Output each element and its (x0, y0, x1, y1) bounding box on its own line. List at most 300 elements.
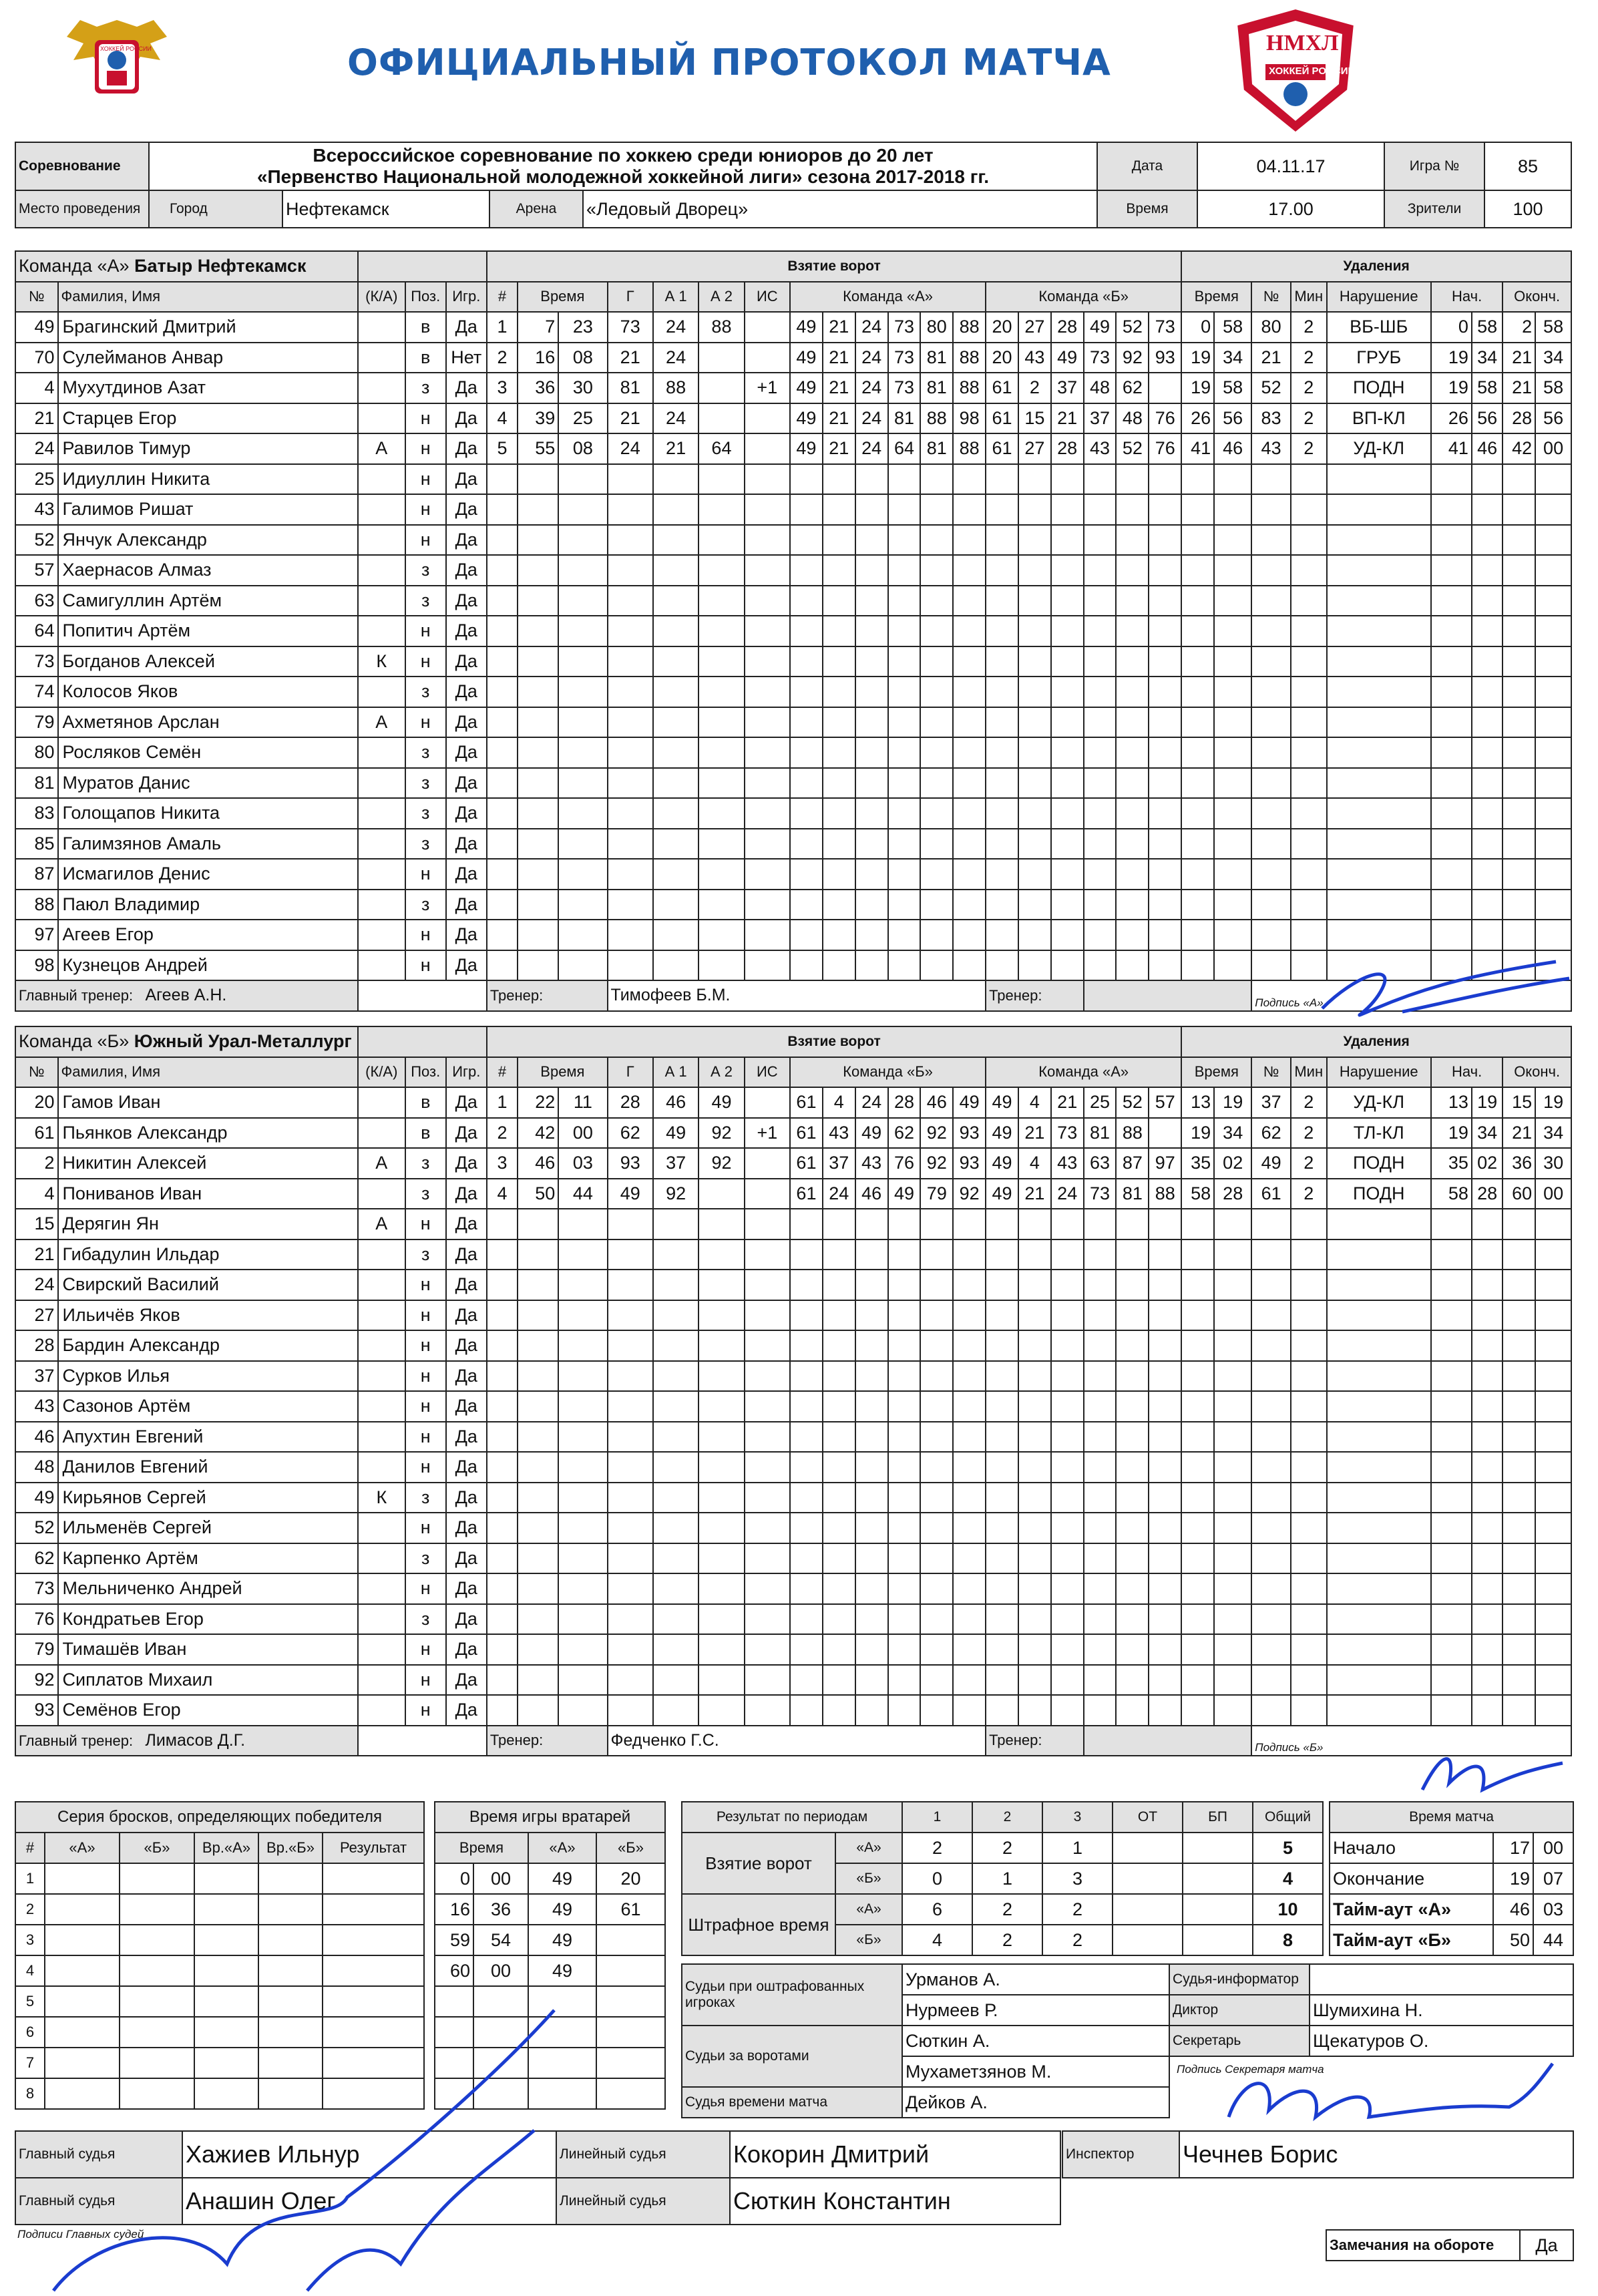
empty-cell (1472, 859, 1503, 890)
empty-cell (558, 768, 607, 799)
empty-cell (1431, 798, 1472, 829)
page-title: ОФИЦИАЛЬНЫЙ ПРОТОКОЛ МАТЧА (347, 41, 1111, 83)
empty-cell (1084, 798, 1117, 829)
empty-cell (1251, 616, 1291, 646)
col-goal-num: # (487, 282, 518, 313)
empty-cell (1472, 737, 1503, 768)
own-on-ice: 21 (823, 343, 855, 373)
empty-cell (986, 1543, 1018, 1574)
own-on-ice: 93 (953, 1148, 986, 1179)
shootout-row-num: 1 (15, 1863, 45, 1894)
empty-cell (698, 1513, 744, 1543)
empty-cell (1181, 1665, 1214, 1696)
player-row (15, 403, 1571, 434)
empty-cell (608, 525, 653, 556)
empty-cell (855, 1513, 888, 1543)
empty-cell (1051, 1452, 1084, 1483)
empty-cell (1018, 586, 1051, 616)
empty-cell (823, 737, 855, 768)
player-role (358, 403, 405, 434)
player-position: з (405, 737, 446, 768)
empty-cell (653, 1543, 698, 1574)
matchtime-mm: 07 (1533, 1863, 1573, 1894)
empty-cell (1084, 586, 1117, 616)
empty-cell (1116, 1361, 1149, 1392)
empty-cell (1291, 890, 1327, 920)
shootout-cell (194, 2078, 258, 2109)
empty-cell (1051, 1483, 1084, 1513)
empty-cell (653, 677, 698, 707)
opp-on-ice: 61 (986, 403, 1018, 434)
empty-cell (608, 1604, 653, 1635)
empty-cell (1503, 1391, 1535, 1422)
player-played: Да (446, 433, 487, 464)
player-number: 87 (15, 859, 58, 890)
empty-cell (1084, 1513, 1117, 1543)
empty-cell (920, 798, 953, 829)
empty-cell (1051, 1239, 1084, 1270)
shootout-row-num: 5 (15, 1986, 45, 2017)
empty-cell (1472, 494, 1503, 525)
competition-label: Соревнование (15, 142, 149, 190)
empty-cell (855, 1361, 888, 1392)
player-row (15, 525, 1571, 556)
pen-start-min: 35 (1431, 1148, 1472, 1179)
empty-cell (1181, 1543, 1214, 1574)
empty-cell (1116, 677, 1149, 707)
empty-cell (608, 1513, 653, 1543)
empty-cell (823, 1452, 855, 1483)
empty-cell (888, 1361, 921, 1392)
player-played: Да (446, 1604, 487, 1635)
goal-situation (745, 1087, 790, 1118)
empty-cell (1291, 1452, 1327, 1483)
main-referee-2: Анашин Олег (182, 2178, 556, 2225)
empty-cell (1181, 1391, 1214, 1422)
player-role (358, 798, 405, 829)
periods-title: Результат по периодам (682, 1802, 902, 1833)
shootout-row-num: 7 (15, 2048, 45, 2078)
player-position: з (405, 1148, 446, 1179)
opp-on-ice: 62 (1116, 373, 1149, 403)
empty-cell (953, 1452, 986, 1483)
pen-sec: 56 (1214, 403, 1251, 434)
empty-cell (790, 768, 823, 799)
empty-cell (986, 494, 1018, 525)
empty-cell (698, 586, 744, 616)
empty-cell (1018, 707, 1051, 738)
empty-cell (1149, 859, 1181, 890)
empty-cell (1327, 1604, 1431, 1635)
player-position: з (405, 677, 446, 707)
goal-assist-2: 64 (698, 433, 744, 464)
empty-cell (823, 677, 855, 707)
empty-cell (653, 646, 698, 677)
empty-cell (920, 1330, 953, 1361)
empty-cell (1181, 1270, 1214, 1300)
empty-cell (953, 525, 986, 556)
empty-cell (698, 1391, 744, 1422)
empty-cell (1181, 1300, 1214, 1331)
empty-cell (1214, 616, 1251, 646)
empty-cell (953, 1361, 986, 1392)
opp-on-ice: 57 (1149, 1087, 1181, 1118)
player-row (15, 494, 1571, 525)
main-referee-label-1: Главный судья (15, 2131, 182, 2178)
game-label: Игра № (1384, 142, 1484, 190)
empty-cell (1472, 1300, 1503, 1331)
player-number: 52 (15, 525, 58, 556)
empty-cell (653, 1391, 698, 1422)
empty-cell (518, 950, 558, 981)
own-on-ice: 43 (823, 1118, 855, 1149)
empty-cell (558, 1330, 607, 1361)
own-on-ice: 21 (823, 373, 855, 403)
empty-cell (855, 494, 888, 525)
empty-cell (1503, 950, 1535, 981)
empty-cell (608, 1634, 653, 1665)
goal-scorer: 21 (608, 403, 653, 434)
player-number: 81 (15, 768, 58, 799)
empty-cell (986, 525, 1018, 556)
empty-cell (1018, 555, 1051, 586)
empty-cell (1051, 920, 1084, 950)
empty-cell (698, 1573, 744, 1604)
empty-cell (953, 677, 986, 707)
goal-min: 46 (518, 1148, 558, 1179)
opp-on-ice: 4 (1018, 1148, 1051, 1179)
empty-cell (487, 1604, 518, 1635)
empty-cell (790, 890, 823, 920)
opp-on-ice: 21 (1051, 1087, 1084, 1118)
empty-cell (1327, 1543, 1431, 1574)
empty-cell (790, 798, 823, 829)
empty-cell (1051, 1330, 1084, 1361)
goal-situation (745, 312, 790, 343)
empty-cell (855, 768, 888, 799)
empty-cell (1291, 1209, 1327, 1239)
shootout-cell (194, 1955, 258, 1986)
empty-cell (558, 1513, 607, 1543)
empty-cell (953, 1543, 986, 1574)
empty-cell (698, 525, 744, 556)
pen-player: 37 (1251, 1087, 1291, 1118)
empty-cell (1084, 1604, 1117, 1635)
empty-cell (653, 890, 698, 920)
empty-cell (518, 1239, 558, 1270)
player-name: Агеев Егор (58, 920, 358, 950)
player-number: 4 (15, 1179, 58, 1209)
empty-cell (1084, 494, 1117, 525)
empty-cell (1431, 494, 1472, 525)
empty-cell (1116, 798, 1149, 829)
empty-cell (888, 829, 921, 859)
player-played: Да (446, 1665, 487, 1696)
shootout-cell (120, 1955, 194, 1986)
empty-cell (986, 1573, 1018, 1604)
empty-cell (986, 555, 1018, 586)
empty-cell (1084, 737, 1117, 768)
empty-cell (920, 950, 953, 981)
empty-cell (1018, 950, 1051, 981)
player-row (15, 312, 1571, 343)
empty-cell (953, 494, 986, 525)
player-position: н (405, 1573, 446, 1604)
pen-sec: 46 (1214, 433, 1251, 464)
empty-cell (823, 920, 855, 950)
own-on-ice: 24 (855, 373, 888, 403)
player-position: н (405, 1209, 446, 1239)
empty-cell (1051, 707, 1084, 738)
empty-cell (823, 1361, 855, 1392)
player-played: Да (446, 1209, 487, 1239)
player-row (15, 1118, 1571, 1149)
empty-cell (698, 1452, 744, 1483)
player-name: Галимзянов Амаль (58, 829, 358, 859)
player-position: н (405, 616, 446, 646)
empty-cell (1051, 616, 1084, 646)
goals-b-total: 4 (1253, 1863, 1323, 1894)
player-position: н (405, 859, 446, 890)
empty-cell (1116, 1300, 1149, 1331)
player-position: н (405, 1330, 446, 1361)
player-number: 88 (15, 890, 58, 920)
empty-cell (986, 859, 1018, 890)
empty-cell (920, 737, 953, 768)
empty-cell (1291, 798, 1327, 829)
matchtime-title: Время матча (1330, 1802, 1573, 1833)
empty-cell (1327, 1209, 1431, 1239)
empty-cell (487, 829, 518, 859)
empty-cell (888, 920, 921, 950)
empty-cell (953, 890, 986, 920)
empty-cell (1503, 1239, 1535, 1270)
player-number: 98 (15, 950, 58, 981)
empty-cell (698, 555, 744, 586)
empty-cell (1431, 950, 1472, 981)
empty-cell (920, 1573, 953, 1604)
empty-cell (1084, 1665, 1117, 1696)
empty-cell (558, 920, 607, 950)
empty-cell (855, 1695, 888, 1726)
goal-scorer: 49 (608, 1179, 653, 1209)
goal-scorer: 81 (608, 373, 653, 403)
coach-cell (15, 980, 358, 1011)
empty-cell (1472, 464, 1503, 495)
goal-assist-1: 92 (653, 1179, 698, 1209)
empty-cell (986, 1270, 1018, 1300)
empty-cell (1535, 1665, 1571, 1696)
period-col-2: 2 (972, 1802, 1042, 1833)
player-name: Колосов Яков (58, 677, 358, 707)
empty-cell (487, 798, 518, 829)
empty-cell (1327, 586, 1431, 616)
player-row (15, 1179, 1571, 1209)
empty-cell (487, 646, 518, 677)
empty-cell (487, 1452, 518, 1483)
empty-cell (1214, 1422, 1251, 1453)
goalie-empty (528, 2078, 596, 2109)
empty-cell (986, 798, 1018, 829)
empty-cell (1181, 646, 1214, 677)
pim-a-p2: 2 (972, 1894, 1042, 1925)
empty-cell (790, 494, 823, 525)
empty-cell (1084, 1573, 1117, 1604)
empty-cell (790, 1634, 823, 1665)
player-position: з (405, 555, 446, 586)
empty-cell (855, 1665, 888, 1696)
pen-player: 49 (1251, 1148, 1291, 1179)
empty-cell (1291, 1513, 1327, 1543)
empty-cell (823, 464, 855, 495)
empty-cell (1018, 1513, 1051, 1543)
pen-minutes: 2 (1291, 1087, 1327, 1118)
empty-cell (745, 768, 790, 799)
own-on-ice: 93 (953, 1118, 986, 1149)
pen-min: 19 (1181, 1118, 1214, 1149)
shootout-cell (323, 2078, 424, 2109)
empty-cell (1181, 707, 1214, 738)
player-position: н (405, 464, 446, 495)
empty-cell (653, 1330, 698, 1361)
empty-cell (745, 920, 790, 950)
shootout-cell (194, 1986, 258, 2017)
player-number: 73 (15, 646, 58, 677)
empty-cell (888, 1634, 921, 1665)
player-played: Да (446, 1361, 487, 1392)
player-position: з (405, 890, 446, 920)
player-row (15, 950, 1571, 981)
player-name: Дерягин Ян (58, 1209, 358, 1239)
penalty-box-judge-1: Урманов А. (902, 1964, 1169, 1995)
period-col-bp: БП (1183, 1802, 1253, 1833)
goals-b-ot (1113, 1863, 1183, 1894)
pen-violation: ВП-КЛ (1327, 403, 1431, 434)
player-role (358, 920, 405, 950)
empty-cell (1251, 859, 1291, 890)
empty-cell (1503, 1422, 1535, 1453)
empty-cell (653, 586, 698, 616)
player-number: 80 (15, 737, 58, 768)
goal-assist-2 (698, 373, 744, 403)
player-name: Старцев Егор (58, 403, 358, 434)
own-on-ice: 49 (790, 343, 823, 373)
shootout-col: # (15, 1833, 45, 1863)
empty-cell (1291, 646, 1327, 677)
empty-cell (1327, 646, 1431, 677)
own-on-ice: 49 (855, 1118, 888, 1149)
referees-sign-label: Подписи Главных судей (17, 2228, 144, 2241)
empty-cell (953, 1391, 986, 1422)
empty-cell (1181, 616, 1214, 646)
empty-cell (1327, 1573, 1431, 1604)
empty-cell (1291, 1665, 1327, 1696)
player-number: 74 (15, 677, 58, 707)
goal-situation: +1 (745, 373, 790, 403)
pen-start-sec: 34 (1472, 343, 1503, 373)
empty-cell (518, 1209, 558, 1239)
empty-cell (1291, 1330, 1327, 1361)
col-a2: А 2 (698, 1057, 744, 1088)
own-on-ice: 88 (953, 312, 986, 343)
empty-cell (558, 1634, 607, 1665)
empty-cell (745, 829, 790, 859)
empty-cell (1503, 1543, 1535, 1574)
empty-cell (1535, 1209, 1571, 1239)
player-number: 79 (15, 707, 58, 738)
empty-cell (1051, 798, 1084, 829)
empty-cell (1116, 950, 1149, 981)
empty-cell (1327, 494, 1431, 525)
own-on-ice: 46 (855, 1179, 888, 1209)
goal-num: 5 (487, 433, 518, 464)
shootout-cell (120, 1925, 194, 1955)
empty-cell (1251, 1209, 1291, 1239)
empty-cell (1084, 707, 1117, 738)
empty-cell (1503, 464, 1535, 495)
player-played: Да (446, 525, 487, 556)
pen-start-min: 13 (1431, 1087, 1472, 1118)
empty-cell (920, 616, 953, 646)
empty-cell (558, 586, 607, 616)
empty-cell (986, 737, 1018, 768)
empty-cell (745, 1330, 790, 1361)
pen-player: 21 (1251, 343, 1291, 373)
empty-cell (1181, 1422, 1214, 1453)
empty-cell (1251, 1573, 1291, 1604)
empty-cell (1503, 1483, 1535, 1513)
empty-cell (1181, 1361, 1214, 1392)
goalie-empty (528, 1986, 596, 2017)
shootout-cell (120, 2078, 194, 2109)
empty-cell (653, 1483, 698, 1513)
empty-cell (1181, 1209, 1214, 1239)
empty-cell (1291, 859, 1327, 890)
empty-cell (653, 1513, 698, 1543)
player-name: Ильичёв Яков (58, 1300, 358, 1331)
empty-cell (1472, 1270, 1503, 1300)
goals-a-ot (1113, 1833, 1183, 1863)
player-name: Ильменёв Сергей (58, 1513, 358, 1543)
own-on-ice: 61 (790, 1148, 823, 1179)
empty-cell (1051, 464, 1084, 495)
linesman-label-1: Линейный судья (556, 2131, 730, 2178)
empty-cell (1535, 1513, 1571, 1543)
goals-a-p3: 1 (1042, 1833, 1113, 1863)
empty-cell (953, 798, 986, 829)
player-name: Данилов Евгений (58, 1452, 358, 1483)
empty-cell (1018, 1634, 1051, 1665)
goalie-empty (473, 2078, 528, 2109)
empty-cell (1327, 525, 1431, 556)
empty-cell (1116, 1665, 1149, 1696)
goals-a-p2: 2 (972, 1833, 1042, 1863)
empty-cell (790, 1513, 823, 1543)
empty-cell (608, 890, 653, 920)
empty-cell (1503, 1604, 1535, 1635)
empty-cell (1018, 1330, 1051, 1361)
empty-cell (1327, 1695, 1431, 1726)
empty-cell (888, 1483, 921, 1513)
shootout-table (15, 1801, 425, 2110)
empty-cell (888, 1330, 921, 1361)
col-pen-start: Нач. (1431, 1057, 1503, 1088)
goal-situation: +1 (745, 1118, 790, 1149)
empty-cell (745, 707, 790, 738)
empty-cell (1503, 677, 1535, 707)
pen-sec: 34 (1214, 1118, 1251, 1149)
shootout-cell (120, 1863, 194, 1894)
